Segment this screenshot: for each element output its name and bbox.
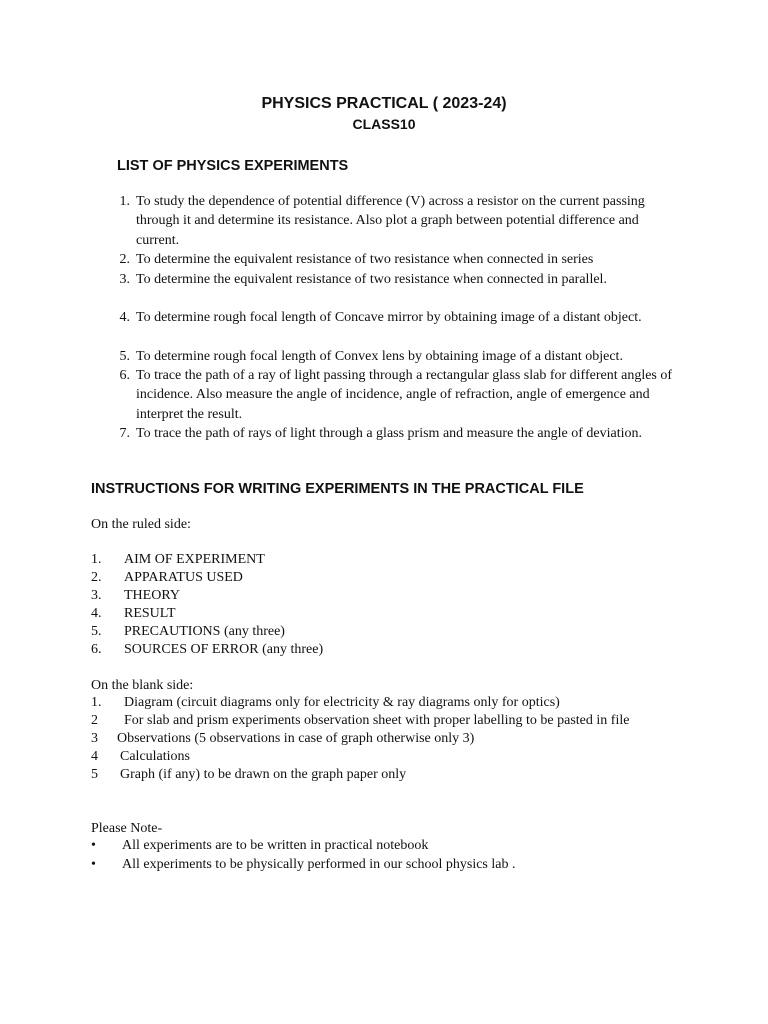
list-item-number: 3. (91, 588, 102, 603)
list-item (110, 250, 680, 269)
list-item-number: 1. (91, 552, 102, 567)
list-item-text: Graph (if any) to be drawn on the graph paper only (120, 767, 407, 782)
list-item-number: 2 (91, 713, 98, 728)
note-label: Please Note- (91, 821, 163, 836)
list-item-number: 5. (119, 349, 130, 364)
list-item (91, 551, 265, 569)
list-item (91, 712, 629, 730)
list-item-number: 7. (119, 426, 130, 441)
list-item (110, 347, 680, 366)
instructions-heading: INSTRUCTIONS FOR WRITING EXPERIMENTS IN THE PRACTICAL FILE (91, 481, 584, 497)
list-item (91, 837, 428, 855)
list-item (91, 569, 243, 587)
list-item-text: RESULT (124, 606, 176, 621)
list-item-text: All experiments to be physically performed in our school physics lab . (122, 857, 516, 872)
list-item-text: THEORY (124, 588, 180, 603)
list-item-text: For slab and prism experiments observation sheet with proper labelling to be pasted in file (124, 713, 630, 728)
list-item-text: PRECAUTIONS (any three) (124, 624, 285, 639)
experiments-heading: LIST OF PHYSICS EXPERIMENTS (117, 158, 349, 174)
list-item-number: 3. (119, 272, 130, 287)
list-item-text: To determine rough focal length of Concave mirror by obtaining image of a distant object. (136, 310, 642, 325)
list-item-text: To trace the path of rays of light through a glass prism and measure the angle of deviation. (136, 426, 642, 441)
list-item-number: 4. (119, 310, 130, 325)
list-item (110, 308, 680, 327)
list-item-number: 6. (91, 642, 102, 657)
list-item-number: 6. (119, 368, 130, 383)
list-item (91, 766, 406, 784)
list-item (110, 192, 680, 250)
list-item (110, 424, 680, 443)
list-item-number: 5 (91, 767, 98, 782)
list-item-number: 1. (91, 695, 102, 710)
list-item (91, 587, 180, 605)
list-item (91, 623, 285, 641)
list-item-text: To trace the path of a ray of light passing through a rectangular glass slab for different angles of incidence. Also measure the angle of incidence, angle of refraction, angle of emergence and interpret the result. (136, 368, 673, 422)
list-item-text: To study the dependence of potential difference (V) across a resistor on the current passing through it and determine its resistance. Also plot a graph between potential difference and current. (136, 194, 645, 248)
page-title: PHYSICS PRACTICAL ( 2023-24) (261, 95, 507, 112)
list-item-text: To determine the equivalent resistance of two resistance when connected in series (136, 252, 594, 267)
list-item-text: Diagram (circuit diagrams only for electricity & ray diagrams only for optics) (124, 695, 560, 710)
ruled-side-label: On the ruled side: (91, 517, 191, 532)
list-item (91, 856, 515, 874)
list-item-text: To determine rough focal length of Convex lens by obtaining image of a distant object. (136, 349, 623, 364)
list-item (91, 605, 176, 623)
bullet-icon: • (91, 857, 96, 872)
bullet-icon: • (91, 838, 96, 853)
blank-side-label: On the blank side: (91, 678, 194, 693)
list-item-text: All experiments are to be written in practical notebook (122, 838, 429, 853)
list-item-text: Calculations (120, 749, 190, 764)
list-item-number: 5. (91, 624, 102, 639)
page-subtitle: CLASS10 (352, 116, 416, 132)
list-item (110, 270, 680, 289)
list-item (91, 730, 474, 748)
list-item (91, 694, 560, 712)
list-item-text: Observations (5 observations in case of graph otherwise only 3) (117, 731, 475, 746)
list-item-number: 4 (91, 749, 98, 764)
list-item-text: AIM OF EXPERIMENT (124, 552, 265, 567)
list-item-text: To determine the equivalent resistance of two resistance when connected in parallel. (136, 272, 607, 287)
list-item (91, 748, 190, 766)
list-item (110, 366, 680, 424)
list-item-number: 2. (119, 252, 130, 267)
list-item-number: 4. (91, 606, 102, 621)
list-item-number: 1. (119, 194, 130, 209)
list-item-text: SOURCES OF ERROR (any three) (124, 642, 324, 657)
list-item (91, 641, 323, 659)
list-item-number: 2. (91, 570, 102, 585)
list-item-text: APPARATUS USED (124, 570, 243, 585)
list-item-number: 3 (91, 731, 98, 746)
